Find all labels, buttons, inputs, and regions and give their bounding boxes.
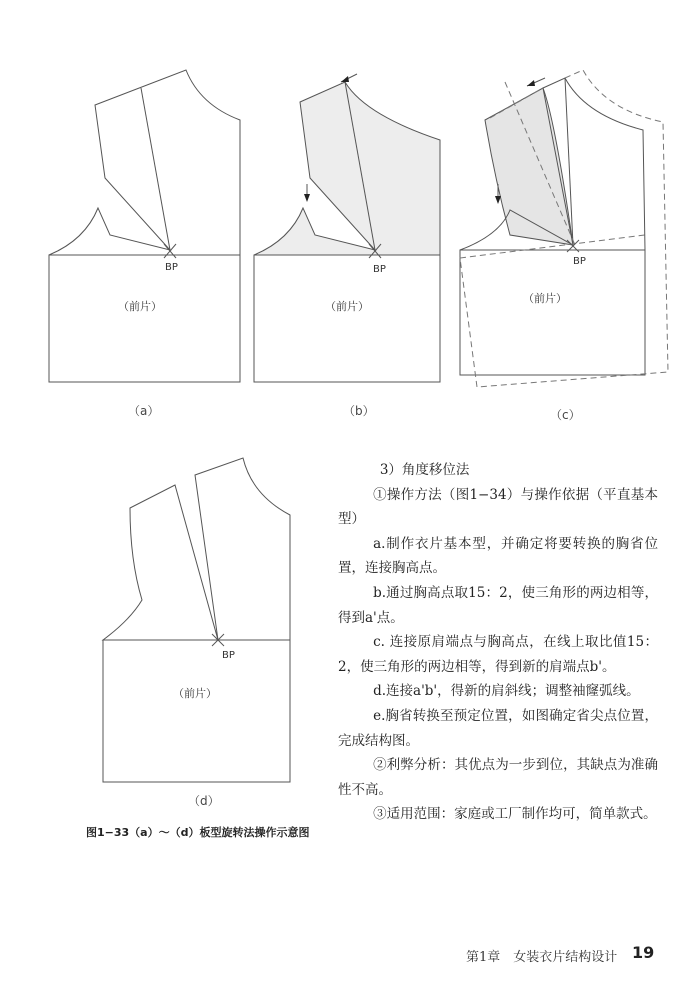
paragraph: c. 连接原肩端点与胸高点，在线上取比值15：2，使三角形的两边相等，得到新的肩端点b'。 (338, 634, 658, 675)
page-number: 19 (632, 943, 655, 962)
paragraph: ②利弊分析：其优点为一步到位，其缺点为准确性不高。 (338, 757, 658, 798)
chapter-footer: 第1章 女装衣片结构设计 (466, 950, 618, 965)
figure-b (245, 60, 455, 418)
paragraph: d.连接a'b'，得新的肩斜线；调整袖窿弧线。 (373, 683, 640, 700)
figure-label: （a） (128, 404, 160, 418)
paragraph: e.胸省转换至预定位置，如图确定省尖点位置，完成结构图。 (338, 707, 658, 749)
figure-c (455, 60, 670, 422)
figure-label: （c） (550, 408, 581, 422)
front-piece-label: （前片） (523, 292, 567, 305)
bp-label: BP (222, 650, 235, 661)
paragraph: ③适用范围：家庭或工厂制作均可，简单款式。 (373, 806, 657, 823)
bp-label: BP (373, 264, 386, 275)
figure-label: （d） (188, 794, 220, 808)
figure-label: （b） (343, 404, 375, 418)
front-piece-label: （前片） (325, 300, 369, 313)
body-text (338, 458, 658, 827)
figure-d (100, 450, 300, 810)
bp-label: BP (165, 262, 178, 273)
section-heading: 3）角度移位法 (379, 462, 470, 478)
figure-a (40, 60, 250, 418)
figure-caption: 图1−33（a）～（d）板型旋转法操作示意图 (86, 826, 310, 839)
front-piece-label: （前片） (118, 300, 162, 313)
paragraph: a.制作衣片基本型，并确定将要转换的胸省位置，连接胸高点。 (338, 535, 658, 577)
figure-d-drawing (100, 450, 300, 810)
paragraph: ①操作方法（图1−34）与操作依据（平直基本型） (338, 486, 658, 528)
front-piece-label: （前片） (173, 687, 217, 700)
figure-b-drawing (245, 60, 455, 400)
figure-c-drawing (455, 60, 670, 400)
figure-a-drawing (40, 60, 250, 400)
paragraph: b.通过胸高点取15：2，使三角形的两边相等，得到a'点。 (338, 584, 658, 626)
bp-label: BP (573, 256, 586, 267)
